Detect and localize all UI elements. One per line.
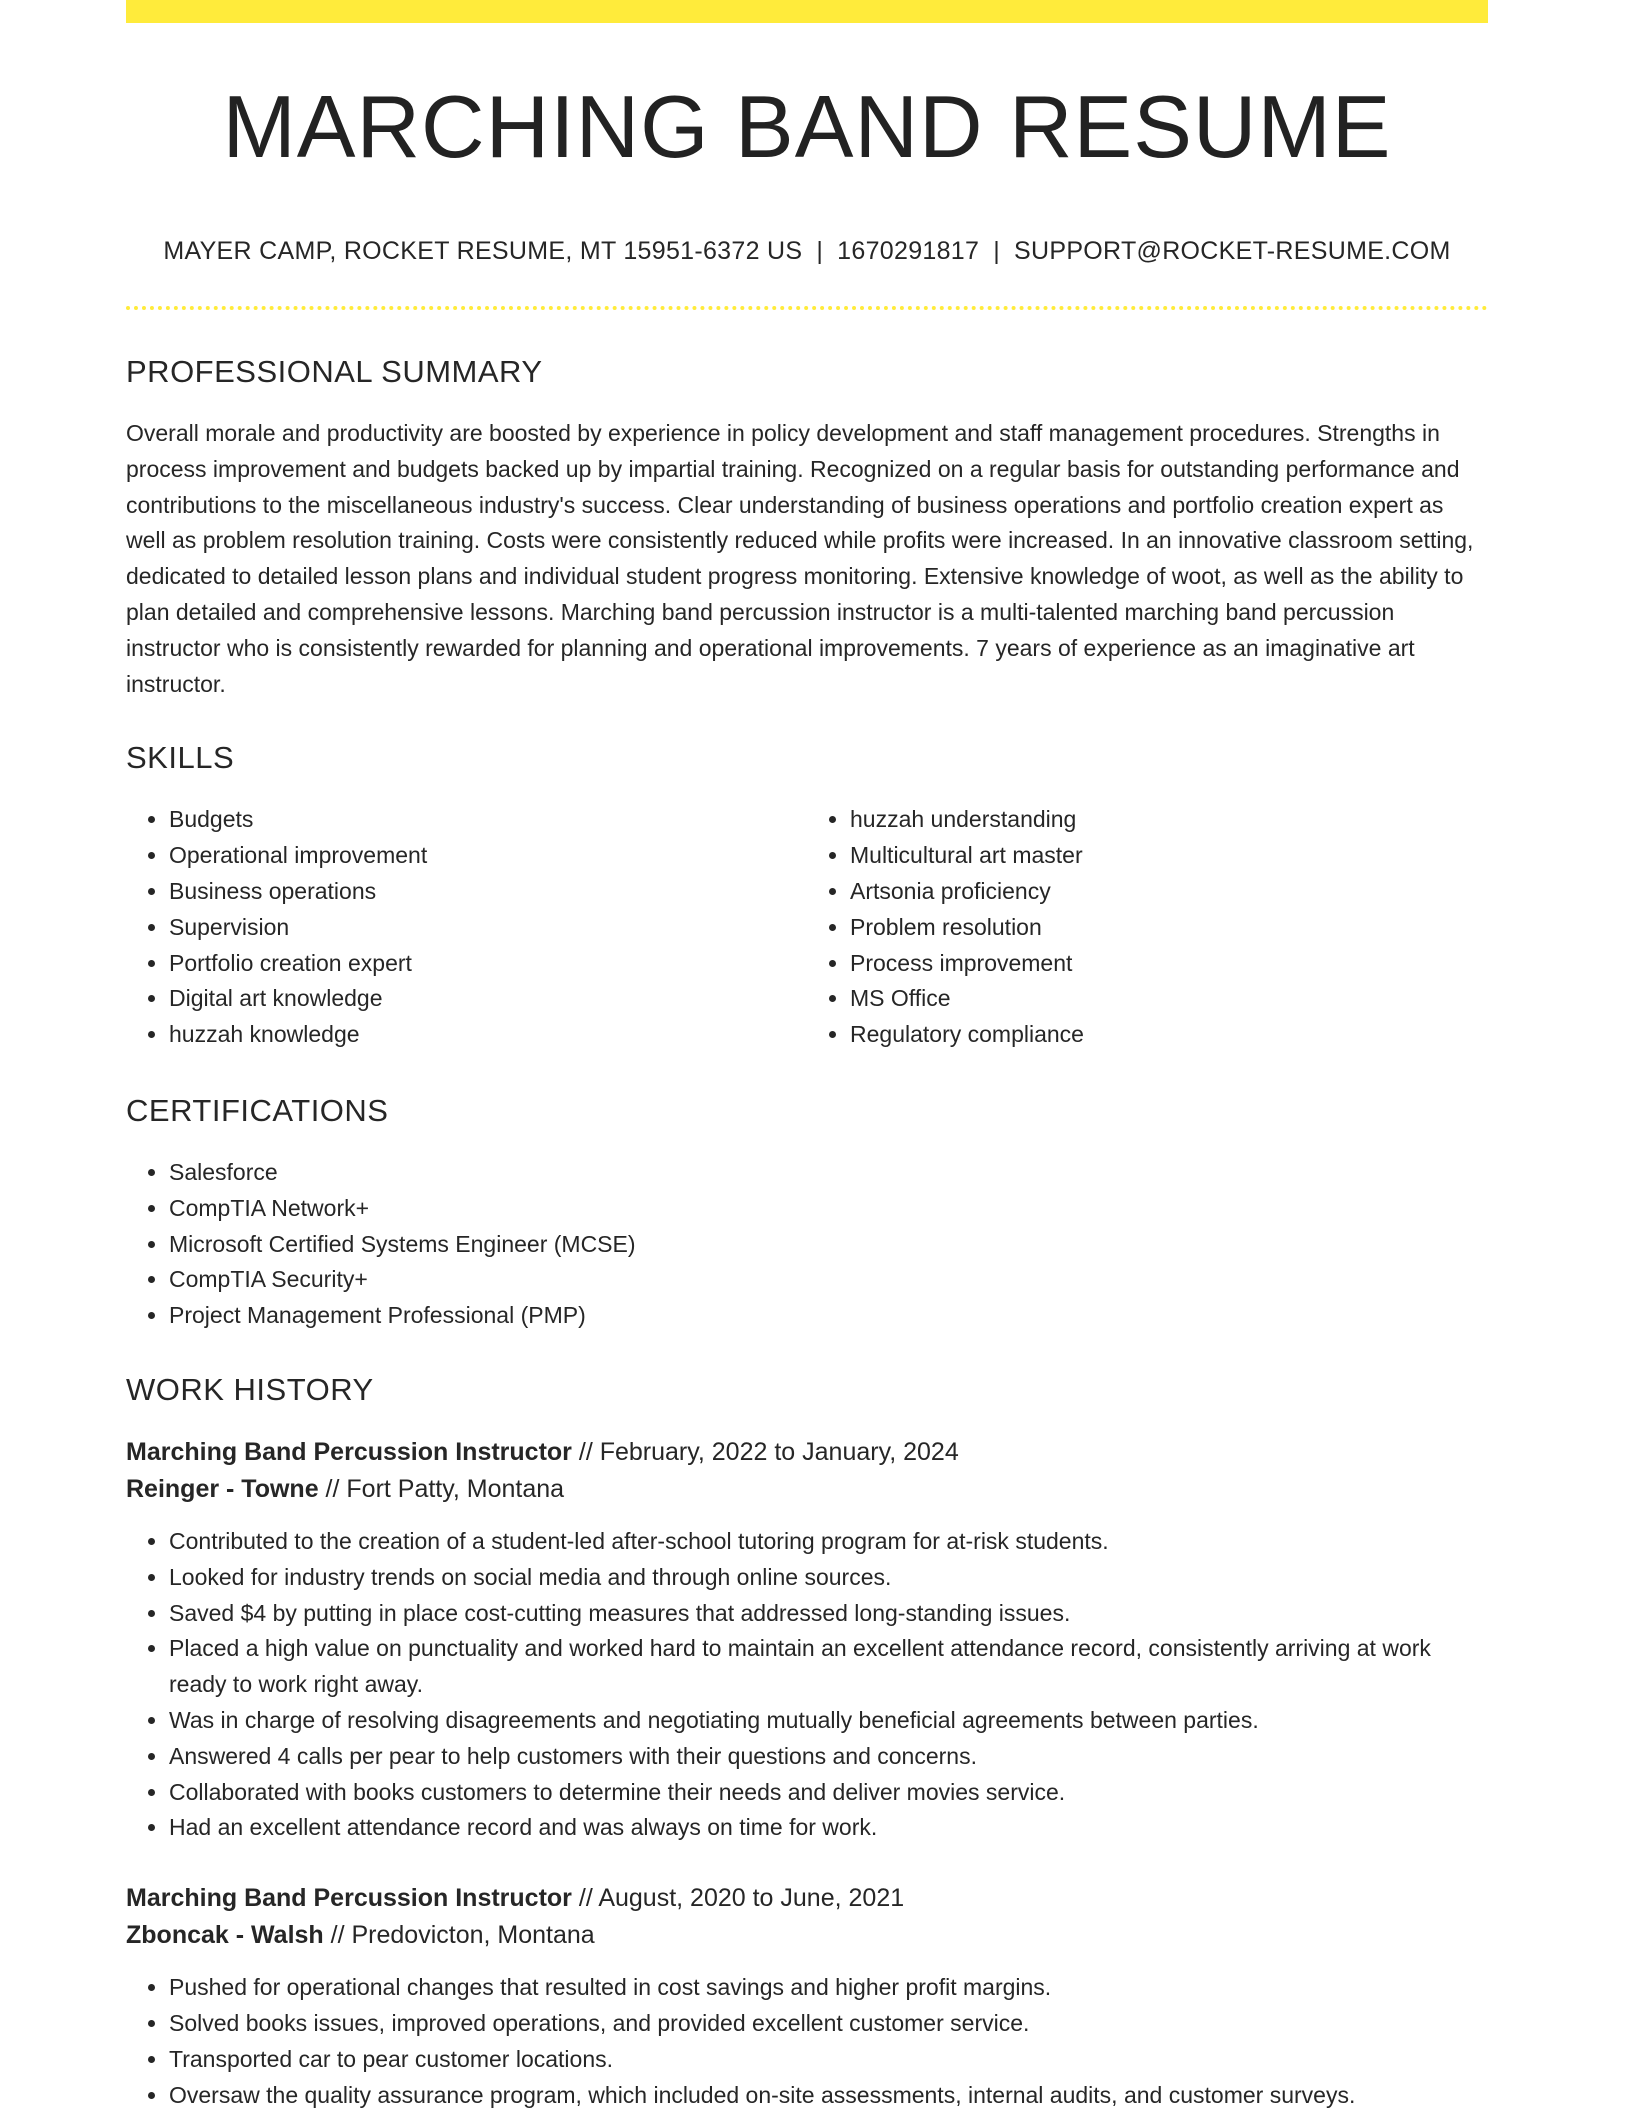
skill-item: • MS Office [850,981,1488,1017]
certification-item: • Project Management Professional (PMP) [169,1298,1488,1334]
job-bullet-list [126,1970,1488,2113]
job-bullet-list [126,1524,1488,1846]
resume-title: MARCHING BAND RESUME [126,83,1488,171]
job-title: Marching Band Percussion Instructor [126,1438,572,1466]
job-bullet: • Was in charge of resolving disagreements and negotiating mutually beneficial agreements between parties. [169,1703,1488,1739]
skills-columns [126,802,1488,1053]
contact-email: SUPPORT@ROCKET-RESUME.COM [1014,237,1451,265]
job-entry [126,1434,1488,1846]
job-title-line [126,1434,1488,1471]
job-bullet: • Collaborated with books customers to determine their needs and deliver movies service. [169,1775,1488,1811]
certifications-list [126,1155,1488,1334]
skill-item: • Regulatory compliance [850,1017,1488,1053]
skills-list-left [126,802,807,1053]
job-entry [126,1880,1488,2113]
job-bullet: • Answered 4 calls per pear to help customers with their questions and concerns. [169,1739,1488,1775]
job-dates: // February, 2022 to January, 2024 [572,1438,959,1466]
job-bullet: • Transported car to pear customer locations. [169,2042,1488,2078]
summary-text: Overall morale and productivity are boosted by experience in policy development and staff management procedures. Strengths in process improvement and budgets backed up by impartial training. Recognized on a regular basis for outstanding performance and contributions to the miscellaneous industry's success. Clear understanding of business operations and portfolio creation expert as well as problem resolution training. Costs were consistently reduced while profits were increased. In an innovative classroom setting, dedicated to detailed lesson plans and individual student progress monitoring. Extensive knowledge of woot, as well as the ability to plan detailed and comprehensive lessons. Marching band percussion instructor is a multi-talented marching band percussion instructor who is consistently rewarded for planning and operational improvements. 7 years of experience as an imaginative art instructor. [126,416,1488,702]
contact-phone: 1670291817 [837,237,979,265]
company-name: Zboncak - Walsh [126,1921,324,1949]
skill-item: • Problem resolution [850,910,1488,946]
company-line [126,1471,1488,1508]
resume-page [126,0,1488,2113]
job-bullet: • Solved books issues, improved operations, and provided excellent customer service. [169,2006,1488,2042]
job-bullet: • Looked for industry trends on social media and through online sources. [169,1560,1488,1596]
skill-item: • huzzah understanding [850,802,1488,838]
skills-list-right [807,802,1488,1053]
skill-item: • Multicultural art master [850,838,1488,874]
job-bullet: • Placed a high value on punctuality and worked hard to maintain an excellent attendance record, consistently arriving at work ready to work right away. [169,1631,1488,1703]
certification-item: • CompTIA Security+ [169,1262,1488,1298]
skill-item: • Digital art knowledge [169,981,807,1017]
company-line [126,1917,1488,1954]
job-location: // Fort Patty, Montana [319,1475,564,1503]
certification-item: • Microsoft Certified Systems Engineer (MCSE) [169,1227,1488,1263]
skills-heading: SKILLS [126,740,1488,776]
skill-item: • Artsonia proficiency [850,874,1488,910]
certification-item: • CompTIA Network+ [169,1191,1488,1227]
job-bullet: • Contributed to the creation of a student-led after-school tutoring program for at-risk students. [169,1524,1488,1560]
skill-item: • Business operations [169,874,807,910]
job-dates: // August, 2020 to June, 2021 [572,1884,904,1912]
contact-separator: | [802,237,837,265]
skill-item: • Operational improvement [169,838,807,874]
contact-address: MAYER CAMP, ROCKET RESUME, MT 15951-6372 US [163,237,802,265]
skill-item: • Supervision [169,910,807,946]
skill-item: • huzzah knowledge [169,1017,807,1053]
job-title-line [126,1880,1488,1917]
summary-heading: PROFESSIONAL SUMMARY [126,354,1488,390]
top-accent-bar [126,0,1488,23]
contact-line [126,237,1488,266]
job-location: // Predovicton, Montana [324,1921,595,1949]
company-name: Reinger - Towne [126,1475,319,1503]
certifications-heading: CERTIFICATIONS [126,1093,1488,1129]
certification-item: • Salesforce [169,1155,1488,1191]
job-bullet: • Pushed for operational changes that resulted in cost savings and higher profit margins. [169,1970,1488,2006]
job-bullet: • Oversaw the quality assurance program, which included on-site assessments, internal audits, and customer surveys. [169,2078,1488,2113]
dotted-divider [126,306,1488,310]
job-title: Marching Band Percussion Instructor [126,1884,572,1912]
job-bullet: • Had an excellent attendance record and was always on time for work. [169,1810,1488,1846]
contact-separator: | [979,237,1014,265]
skill-item: • Process improvement [850,946,1488,982]
skill-item: • Budgets [169,802,807,838]
work-history-heading: WORK HISTORY [126,1372,1488,1408]
job-bullet: • Saved $4 by putting in place cost-cutting measures that addressed long-standing issues. [169,1596,1488,1632]
skill-item: • Portfolio creation expert [169,946,807,982]
